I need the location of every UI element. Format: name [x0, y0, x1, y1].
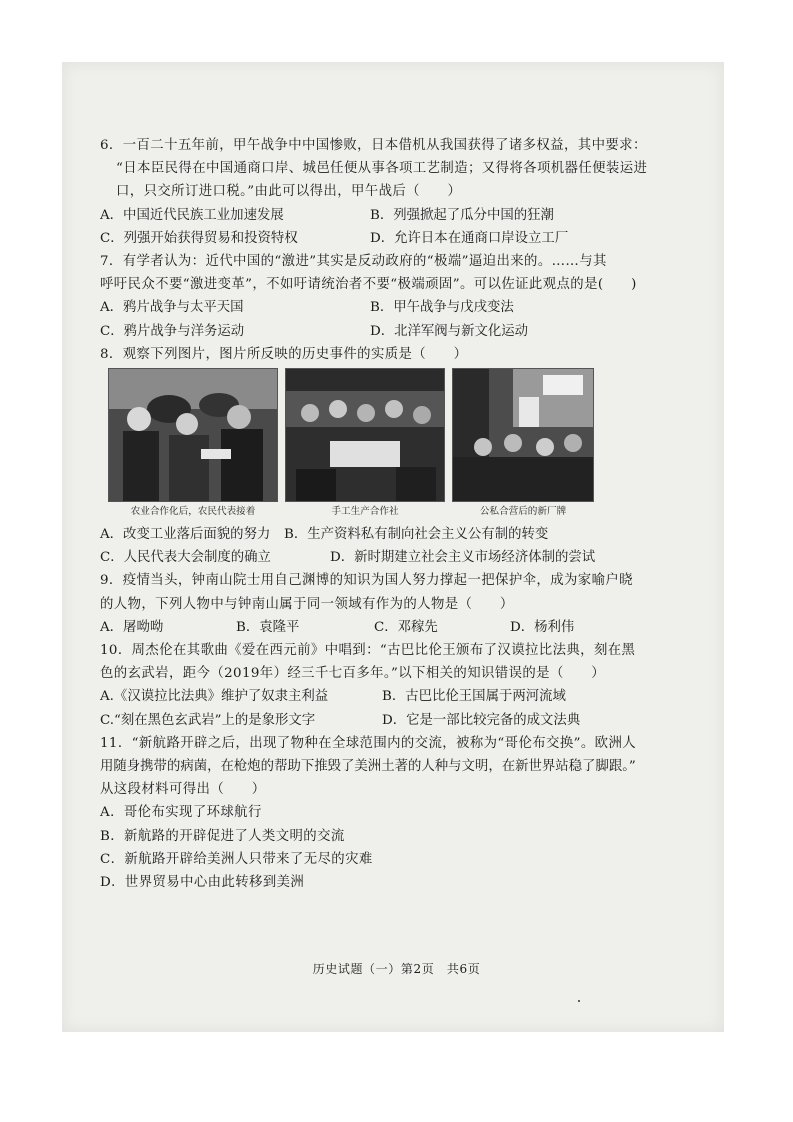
photo-3-caption: 公私合营后的新厂牌 [479, 506, 567, 518]
question-9-line-2: 的人物，下列人物中与钟南山属于同一领域有作为的人物是（ ） [100, 596, 514, 612]
question-6-options-row-1 [100, 204, 660, 227]
question-11-option-c[interactable]: C．新航路开辟给美洲人只带来了无尽的灾难 [100, 851, 373, 867]
question-10-line-1: 10．周杰伦在其歌曲《爱在西元前》中唱到：“古巴比伦王颁布了汉谟拉比法典，刻在黑 [100, 643, 636, 659]
question-9-option-a[interactable]: A．屠呦呦 [100, 619, 164, 635]
question-8 [100, 343, 660, 570]
question-11-line-3: 从这段材料可得出（ ） [100, 782, 266, 798]
question-9-line-1: 9．疫情当头，钟南山院士用自己渊博的知识为国人努力撑起一把保护伞，成为家喻户晓 [100, 573, 633, 589]
question-8-option-c[interactable]: C．人民代表大会制度的确立 [100, 550, 271, 566]
question-7-options-row-1 [100, 296, 660, 319]
question-6 [100, 134, 660, 250]
question-7-option-a[interactable]: A．鸦片战争与太平天国 [100, 300, 244, 316]
photo-2 [285, 368, 445, 519]
question-6-option-c[interactable]: C．列强开始获得贸易和投资特权 [100, 230, 298, 246]
question-10-line-2: 色的玄武岩，距今（2019年）经三千七百多年。”以下相关的知识错误的是（ ） [100, 666, 606, 682]
photo-2-caption: 手工生产合作社 [331, 506, 399, 518]
question-10-options-row-1 [100, 685, 660, 708]
question-9-option-c[interactable]: C．邓稼先 [374, 619, 438, 635]
question-6-option-a[interactable]: A．中国近代民族工业加速发展 [100, 207, 284, 223]
question-10-options-row-2 [100, 709, 660, 732]
question-9-option-d[interactable]: D．杨利伟 [510, 619, 575, 635]
question-8-option-b[interactable]: B．生产资料私有制向社会主义公有制的转变 [284, 527, 549, 543]
question-11-option-a[interactable]: A．哥伦布实现了环球航行 [100, 805, 262, 821]
photo-farmers-icon [108, 368, 278, 502]
photo-1 [108, 368, 278, 519]
question-8-option-d[interactable]: D．新时期建立社会主义市场经济体制的尝试 [330, 550, 596, 566]
question-7-options-row-2 [100, 320, 660, 343]
question-9-option-b[interactable]: B．袁隆平 [236, 619, 300, 635]
question-11-option-d[interactable]: D．世界贸易中心由此转移到美洲 [100, 875, 305, 891]
question-10-option-b[interactable]: B．古巴比伦王国属于两河流域 [382, 689, 566, 705]
question-7-option-d[interactable]: D．北洋军阀与新文化运动 [370, 323, 529, 339]
photo-1-caption: 农业合作化后，农民代表接着 [130, 506, 256, 518]
question-7-option-b[interactable]: B．甲午战争与戊戌变法 [370, 300, 514, 316]
question-10-option-a[interactable]: A.《汉谟拉比法典》维护了奴隶主利益 [100, 689, 329, 705]
question-9-options [100, 616, 660, 639]
question-8-photos [108, 368, 660, 519]
question-8-option-a[interactable]: A．改变工业落后面貌的努力 [100, 527, 271, 543]
question-7 [100, 250, 660, 343]
question-11-option-b[interactable]: B．新航路的开辟促进了人类文明的交流 [100, 828, 345, 844]
question-7-line-1: 7．有学者认为：近代中国的“激进”其实是反动政府的“极端”逼迫出来的。……与其 [100, 254, 607, 270]
question-11-line-1: 11．“新航路开辟之后，出现了物种在全球范围内的交流，被称为“哥伦布交换”。欧洲人 [100, 735, 637, 751]
question-6-options-row-2 [100, 227, 660, 250]
page-footer: 历史试题（一）第2页 共6页 [312, 962, 481, 976]
question-8-options-row-1 [100, 523, 660, 546]
question-9 [100, 569, 660, 639]
question-8-options-row-2 [100, 546, 660, 569]
question-6-option-d[interactable]: D．允许日本在通商口岸设立工厂 [370, 230, 569, 246]
question-10-option-c[interactable]: C.“刻在黑色玄武岩”上的是象形文字 [100, 712, 316, 728]
question-8-line-1: 8．观察下列图片，图片所反映的历史事件的实质是（ ） [100, 346, 468, 362]
photo-factory-sign-icon [452, 368, 594, 502]
question-6-option-b[interactable]: B．列强掀起了瓜分中国的狂潮 [370, 207, 554, 223]
question-10 [100, 639, 660, 732]
question-6-line-1: 6．一百二十五年前，甲午战争中中国惨败，日本借机从我国获得了诸多权益，其中要求： [100, 138, 647, 153]
question-7-line-2: 呼吁民众不要“激进变革”，不如吁请统治者不要“极端顽固”。可以佐证此观点的是( ) [100, 277, 637, 293]
question-6-line-3: 口，只交所订进口税。”由此可以得出，甲午战后（ ） [116, 184, 462, 200]
question-11-line-2: 用随身携带的病菌，在枪炮的帮助下推毁了美洲土著的人种与文明，在新世界站稳了脚跟。” [100, 759, 636, 775]
question-6-line-2: “日本臣民得在中国通商口岸、城邑任便从事各项工艺制造；又得将各项机器任便装运进 [116, 161, 648, 177]
exam-content [100, 134, 660, 894]
photo-3 [452, 368, 594, 519]
photo-handicraft-icon [285, 368, 445, 502]
question-11 [100, 732, 660, 894]
scan-speck [578, 1000, 580, 1002]
question-10-option-d[interactable]: D．它是一部比较完备的成文法典 [382, 712, 581, 728]
question-7-option-c[interactable]: C．鸦片战争与洋务运动 [100, 323, 245, 339]
